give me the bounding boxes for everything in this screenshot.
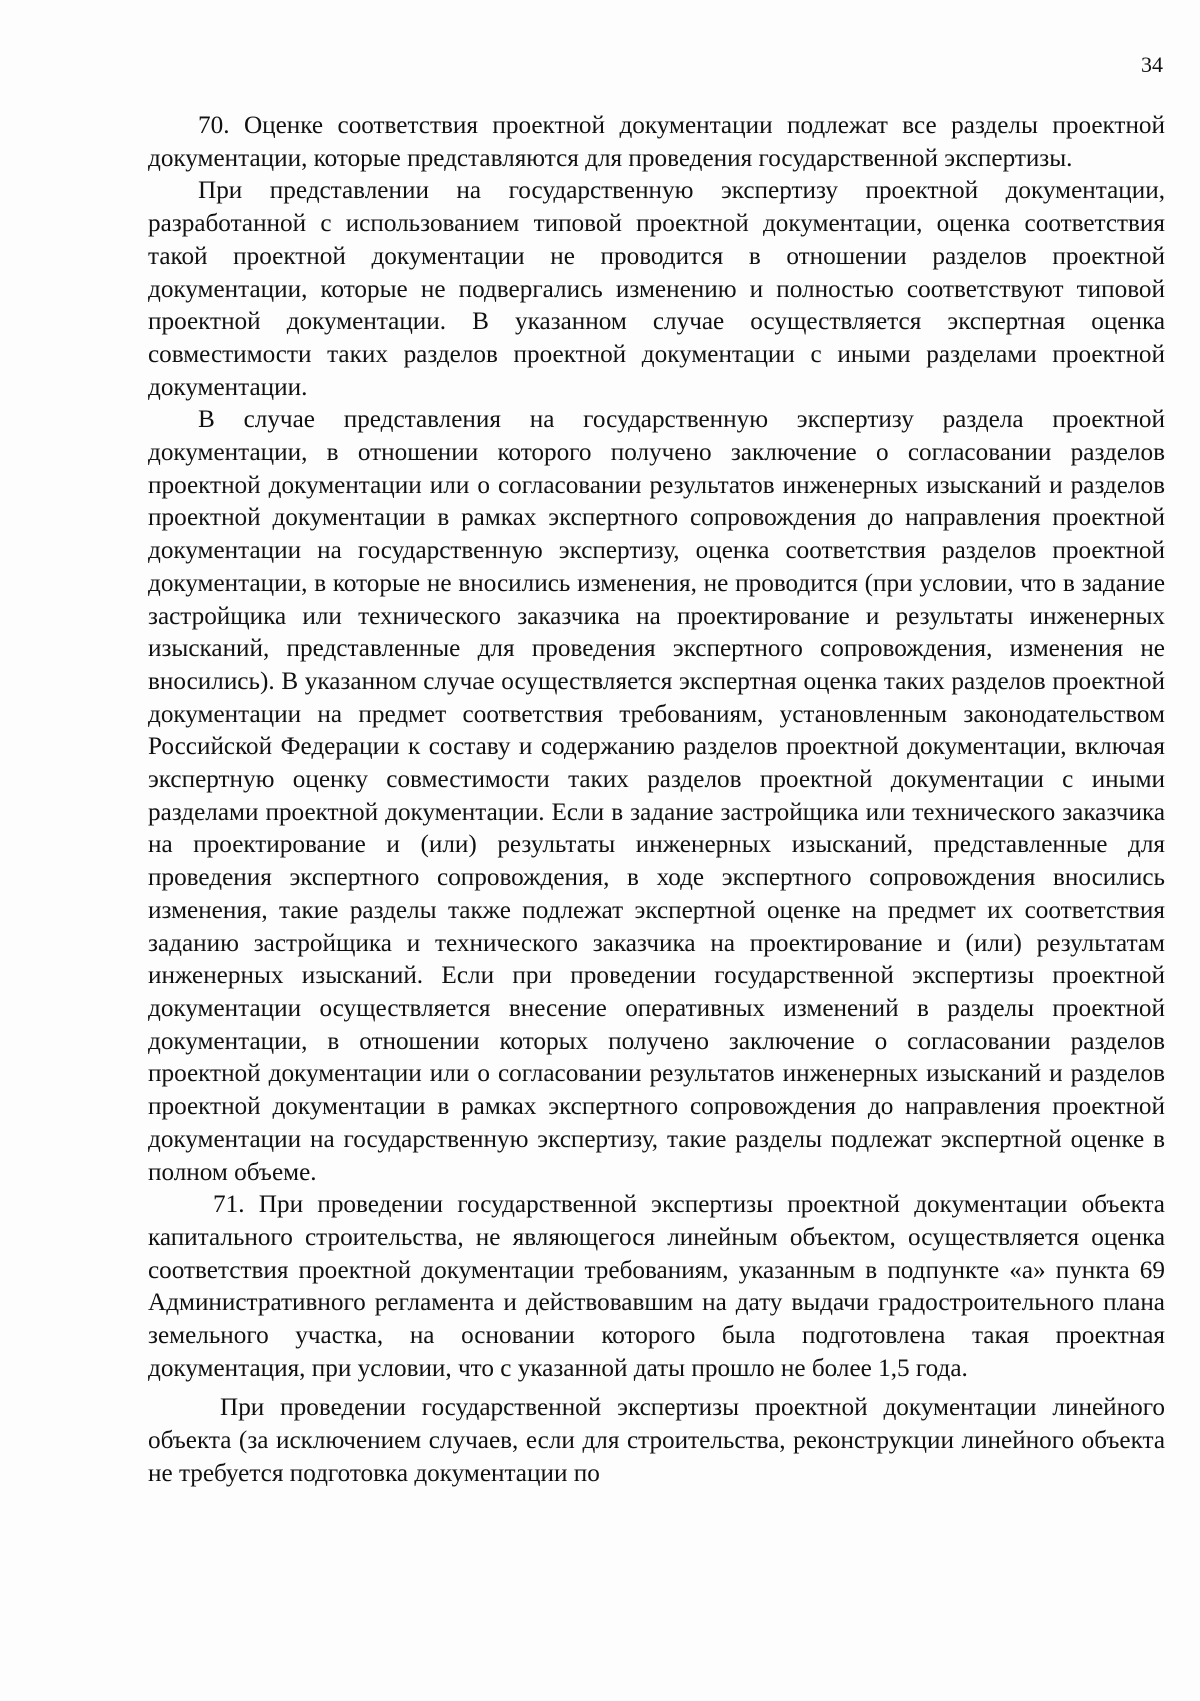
paragraph-71: 71. При проведении государственной экспертизы проектной документации объекта капитального строительства, не являющегося линейным объектом, осуществляется оценка соответствия проектной документации требованиям, указанным в подпункте «а» пункта 69 Административного регламента и действовавшим на дату выдачи градостроительного плана земельного участка, на основании которого была подготовлена такая проектная документация, при условии, что с указанной даты прошло не более 1,5 года. [148, 1191, 1165, 1382]
paragraph-linear-object: При проведении государственной экспертизы проектной документации линейного объекта (за исключением случаев, если для строительства, реконструкции линейного объекта не требуется подготовка документации по [148, 1394, 1165, 1487]
paragraph-70: 70. Оценке соответствия проектной документации подлежат все разделы проектной документации, которые представляются для проведения государственной экспертизы. [148, 112, 1165, 172]
page-number: 34 [1141, 52, 1163, 77]
paragraph-expert-support: В случае представления на государственную экспертизу раздела проектной документации, в отношении которого получено заключение о согласовании разделов проектной документации или о согласовании результатов инженерных изысканий и разделов проектной документации в рамках экспертного сопровождения до направления проектной документации на государственную экспертизу, оценка соответствия разделов проектной документации, в которые не вносились изменения, не проводится (при условии, что в задание застройщика или технического заказчика на проектирование и результаты инженерных изысканий, представленные для проведения экспертного сопровождения, изменения не вносились). В указанном случае осуществляется экспертная оценка таких разделов проектной документации на предмет соответствия требованиям, установленным законодательством Российской Федерации к составу и содержанию разделов проектной документации, включая экспертную оценку совместимости таких разделов проектной документации с иными разделами проектной документации. Если в задание застройщика или технического заказчика на проектирование и (или) результаты инженерных изысканий, представленные для проведения экспертного сопровождения, в ходе экспертного сопровождения вносились изменения, такие разделы также подлежат экспертной оценке на предмет их соответствия заданию застройщика и технического заказчика на проектирование и (или) результатам инженерных изысканий. Если при проведении государственной экспертизы проектной документации осуществляется внесение оперативных изменений в разделы проектной документации, в отношении которых получено заключение о согласовании разделов проектной документации или о согласовании результатов инженерных изысканий и разделов проектной документации в рамках экспертного сопровождения до направления проектной документации на государственную экспертизу, такие разделы подлежат экспертной оценке в полном объеме. [148, 406, 1165, 1186]
paragraph-typical-documentation: При представлении на государственную экспертизу проектной документации, разработанной с использованием типовой проектной документации, оценка соответствия такой проектной документации не проводится в отношении разделов проектной документации, которые не подвергались изменению и полностью соответствуют типовой проектной документации. В указанном случае осуществляется экспертная оценка совместимости таких разделов проектной документации с иными разделами проектной документации. [148, 177, 1165, 401]
document-body [148, 110, 1165, 1491]
